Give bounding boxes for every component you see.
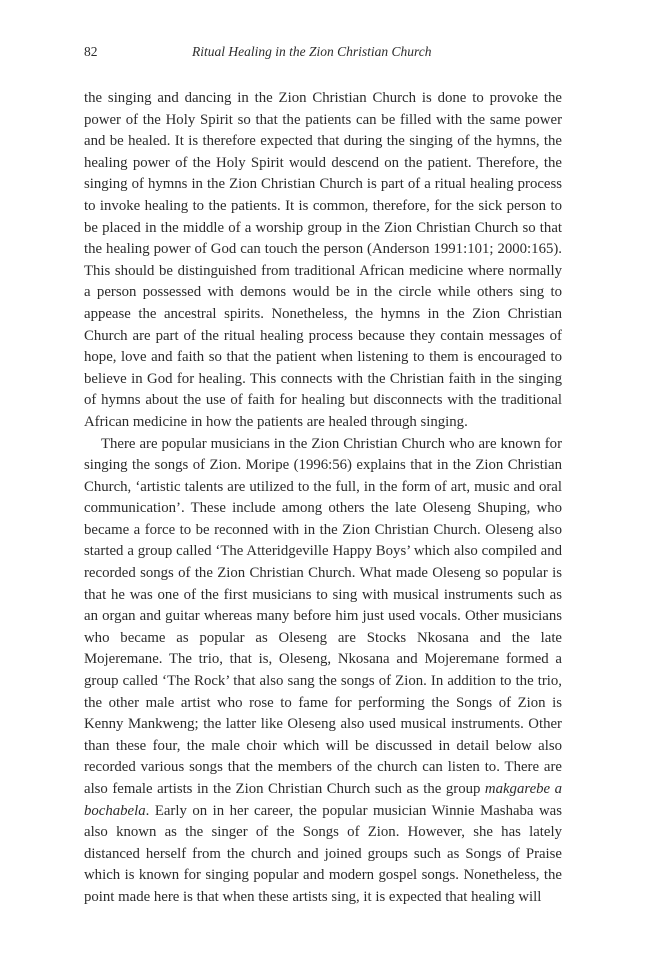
running-title: Ritual Healing in the Zion Christian Church [192,44,432,59]
paragraph-1: the singing and dancing in the Zion Christian Church is done to provoke the power of the Holy Spirit so that the patients can be filled with the same power and be healed. It is therefore expected that during the singing of the hymns, the healing power of the Holy Spirit would descend on the patient. Therefore, the singing of hymns in the Zion Christian Church is part of a ritual healing process to invoke healing to the patients. It is common, therefore, for the sick person to be placed in the middle of a worship group in the Zion Christian Church so that the healing power of God can touch the person (Anderson 1991:101; 2000:165). This should be distinguished from traditional African medicine where normally a person possessed with demons would be in the circle while others sing to appease the ancestral spirits. Nonetheless, the hymns in the Zion Christian Church are part of the ritual healing process because they contain messages of hope, love and faith so that the patient when listening to them is encouraged to believe in God for healing. This connects with the Christian faith in the singing of hymns about the use of faith for healing but disconnects with the traditional African medicine in how the patients are healed through singing. [84,90,562,430]
paragraph-2-italic-group-name: makgarebe a bochabela [84,781,563,819]
page-number: 82 [84,44,98,59]
page-header [84,44,562,64]
paragraph-2 [84,434,562,909]
body-text [84,88,562,909]
paragraph-2-text-b: . Early on in her career, the popular musician Winnie Mashaba was also known as the singer of the Songs of Zion. However, she has lately distanced herself from the church and joined groups such as Songs of Praise which is known for singing popular and modern gospel songs. Nonetheless, the point made here is that when these artists sing, it is expected that healing will [84,802,562,905]
paragraph-2-text-a: There are popular musicians in the Zion Christian Church who are known for singing the songs of Zion. Moripe (1996:56) explains that in the Zion Christian Church, ‘artistic talents are utilized to the full, in the form of art, music and oral communication’. These include among others the late Oleseng Shuping, who became a force to be reconned with in the Zion Christian Church. Oleseng also started a group called ‘The Atteridgeville Happy Boys’ which also compiled and recorded songs of the Zion Christian Church. What made Oleseng so popular is that he was one of the first musicians to sing with musical instruments such as an organ and guitar whereas many before him just used vocals. Other musicians who became as popular as Oleseng are Stocks Nkosana and the late Mojeremane. The trio, that is, Oleseng, Nkosana and Mojeremane formed a group called ‘The Rock’ that also sang the songs of Zion. In addition to the trio, the other male artist who rose to fame for performing the Songs of Zion is Kenny Mankweng; the latter like Oleseng also used musical instruments. Other than these four, the male choir which will be discussed in detail below also recorded various songs that the members of the church can listen to. There are also female artists in the Zion Christian Church such as the group [84,435,562,797]
